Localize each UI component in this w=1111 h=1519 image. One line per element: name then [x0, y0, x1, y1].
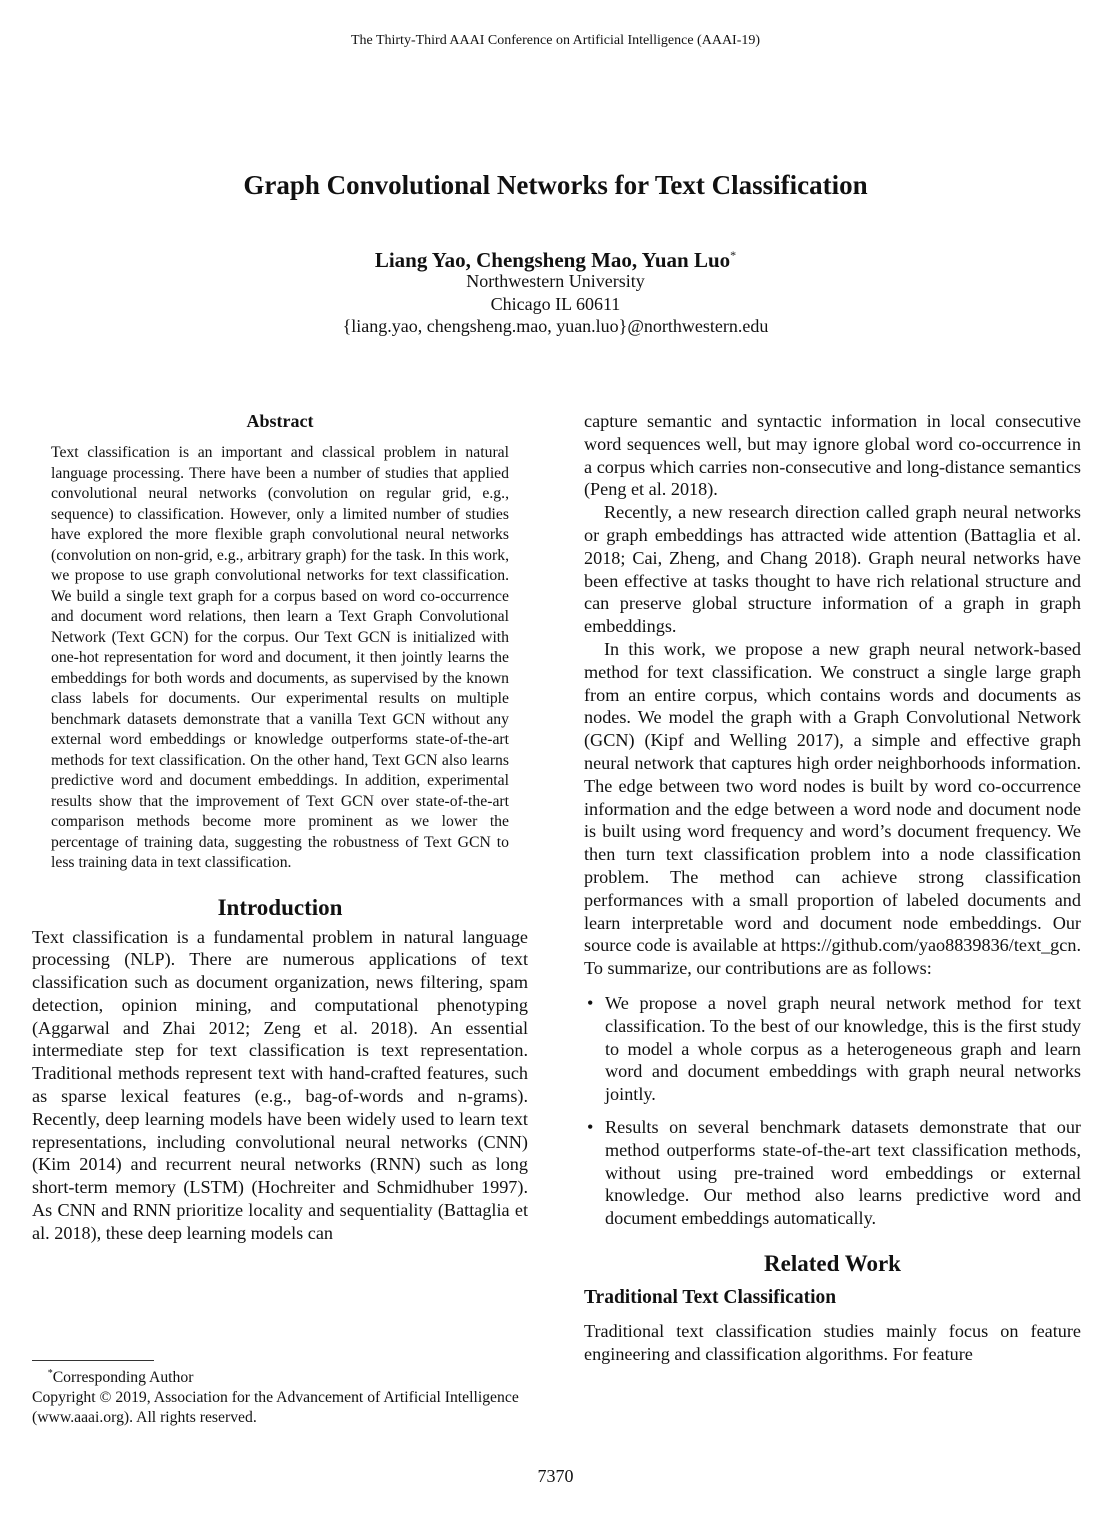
- affiliation-block: [0, 270, 1111, 338]
- footnote-divider: [32, 1360, 154, 1361]
- affiliation: Northwestern University: [466, 271, 645, 291]
- list-item: [584, 1116, 1081, 1230]
- footnote-mark: *: [47, 1368, 53, 1379]
- copyright-notice: Copyright © 2019, Association for the Advancement of Artificial Intelligence (www.aaai.org). All rights reserved.: [32, 1389, 519, 1427]
- abstract-heading: Abstract: [246, 411, 314, 431]
- right-column: [584, 410, 1081, 1365]
- intro-paragraph-3: In this work, we propose a new graph neural network-based method for text classification. We construct a single large graph from an entire corpus, which contains words and documents as nodes. We model the graph with a Graph Convolutional Network (GCN) (Kipf and Welling 2017), a simple and effective graph neural network that captures high order neighborhoods information. The edge between two word nodes is built by word co-occurrence information and the edge between a word node and document node is built using word frequency and word’s document frequency. We then turn text classification problem into a node classification problem. The method can achieve strong classification performances with a small proportion of labeled documents and learn interpretable word and document node embeddings. Our source code is available at https://github.com/yao8839836/text_gcn. To summarize, our contributions are as follows:: [584, 638, 1081, 979]
- bullet-icon: •: [587, 1116, 594, 1137]
- traditional-text-classification-heading: Traditional Text Classification: [584, 1286, 837, 1308]
- intro-paragraph-1: Text classification is a fundamental problem in natural language processing (NLP). There are numerous applications of text classification such as document organization, news filtering, spam detection, opinion mining, and computational phenotyping (Aggarwal and Zhai 2012; Zeng et al. 2018). An essential intermediate step for text classification is text representation. Traditional methods represent text with hand-crafted features, such as sparse lexical features (e.g., bag-of-words and n-grams). Recently, deep learning models have been widely used to learn text representations, including convolutional neural networks (CNN) (Kim 2014) and recurrent neural networks (RNN) such as long short-term memory (LSTM) (Hochreiter and Schmidhuber 1997). As CNN and RNN prioritize locality and sequentiality (Battaglia et al. 2018), these deep learning models can: [32, 926, 528, 1243]
- contributions-list: [584, 992, 1081, 1230]
- related-work-paragraph: Traditional text classification studies mainly focus on feature engineering and classification algorithms. For feature: [584, 1320, 1081, 1364]
- intro-paragraph-2: Recently, a new research direction called graph neural networks or graph embeddings has attracted wide attention (Battaglia et al. 2018; Cai, Zheng, and Chang 2018). Graph neural networks have been effective at tasks thought to have rich relational structure and can preserve global structure information of a graph in graph embeddings.: [584, 502, 1081, 637]
- list-item: [584, 992, 1081, 1106]
- related-work-heading: Related Work: [764, 1250, 901, 1276]
- introduction-heading: Introduction: [217, 894, 343, 920]
- page-number: 7370: [537, 1466, 574, 1486]
- left-column: [32, 410, 528, 1245]
- conference-header: The Thirty-Third AAAI Conference on Artificial Intelligence (AAAI-19): [350, 33, 761, 48]
- contribution-text: We propose a novel graph neural network method for text classification. To the best of our knowledge, this is the first study to model a whole corpus as a heterogeneous graph and learn word and document embeddings with graph neural networks jointly.: [605, 992, 1081, 1105]
- author-mark: *: [730, 248, 737, 262]
- corresponding-author-note: *Corresponding Author: [47, 1368, 194, 1387]
- paper-title: Graph Convolutional Networks for Text Classification: [243, 170, 868, 200]
- abstract-text: Text classification is an important and classical problem in natural language processing. There have been a number of studies that applied convolutional neural networks (convolution on regular grid, e.g., sequence) to classification. However, only a limited number of studies have explored the more flexible graph convolutional neural networks (convolution on non-grid, e.g., arbitrary graph) for the task. In this work, we propose to use graph convolutional networks for text classification. We build a single text graph for a corpus based on word co-occurrence and document word relations, then learn a Text Graph Convolutional Network (Text GCN) for the corpus. Our Text GCN is initialized with one-hot representation for word and document, it then jointly learns the embeddings for both words and documents, as supervised by the known class labels for documents. Our experimental results on multiple benchmark datasets demonstrate that a vanilla Text GCN without any external word embeddings or knowledge outperforms state-of-the-art methods for text classification. On the other hand, Text GCN also learns predictive word and document embeddings. In addition, experimental results show that the improvement of Text GCN over state-of-the-art comparison methods become more prominent as we lower the percentage of training data, suggesting the robustness of Text GCN to less training data in text classification.: [51, 444, 509, 871]
- footnote: [32, 1364, 532, 1428]
- location: Chicago IL 60611: [490, 293, 621, 314]
- contribution-text: Results on several benchmark datasets demonstrate that our method outperforms state-of-the-art text classification methods, without using pre-trained word embeddings or external knowledge. Our method also learns predictive word and document embeddings automatically.: [605, 1116, 1081, 1229]
- authors: Liang Yao, Chengsheng Mao, Yuan Luo: [374, 248, 731, 272]
- bullet-icon: •: [587, 992, 594, 1013]
- emails: {liang.yao, chengsheng.mao, yuan.luo}@northwestern.edu: [342, 316, 769, 336]
- intro-paragraph-1-continued: capture semantic and syntactic information in local consecutive word sequences well, but may ignore global word co-occurrence in a corpus which carries non-consecutive and long-distance semantics (Peng et al. 2018).: [584, 411, 1081, 500]
